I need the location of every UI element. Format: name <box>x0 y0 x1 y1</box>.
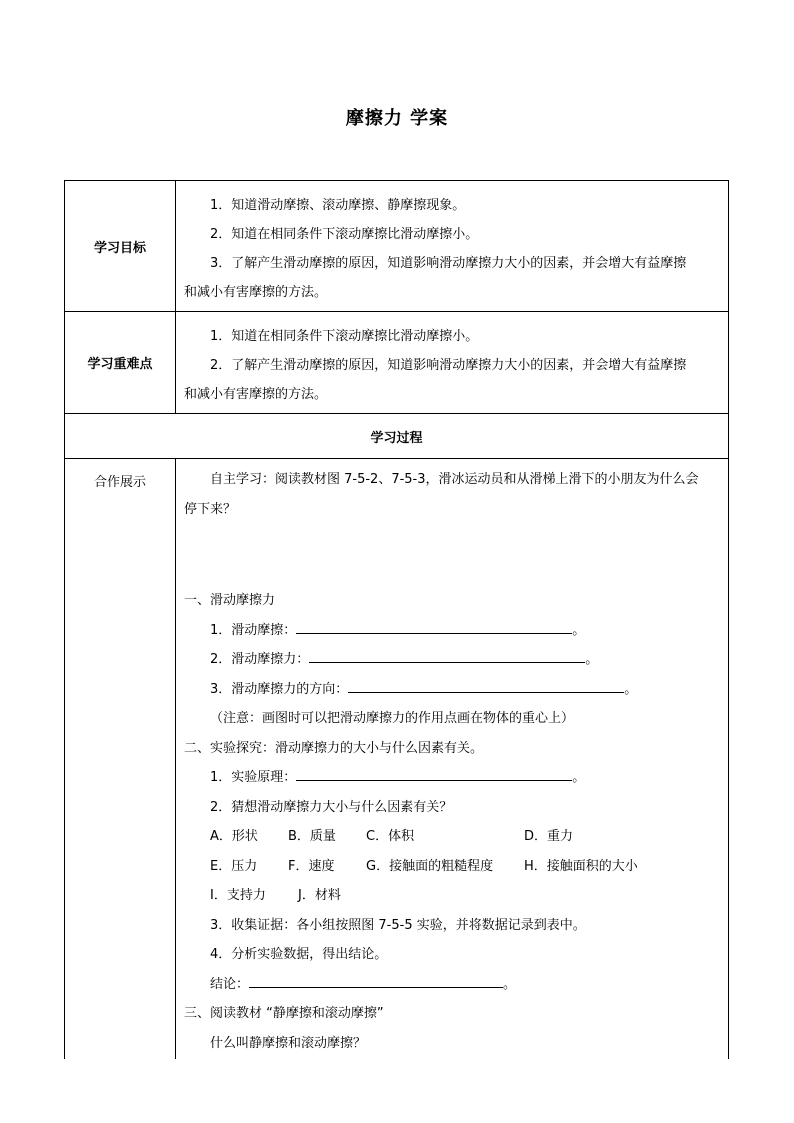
question-line: 什么叫静摩擦和滚动摩擦？ <box>210 1035 367 1051</box>
options-row <box>184 822 720 852</box>
question-line <box>184 763 720 793</box>
goal-item: 1．知道滑动摩擦、滚动摩擦、静摩擦现象。 <box>210 198 466 213</box>
option-item: I．支持力 <box>210 888 266 903</box>
period: 。 <box>572 622 586 638</box>
question-line <box>184 645 720 675</box>
options-row <box>184 852 720 882</box>
question-label: 1．滑动摩擦： <box>210 622 297 638</box>
fill-blank[interactable] <box>296 766 572 781</box>
question-label: 1．实验原理： <box>210 770 297 785</box>
key-point-item: 2．了解产生滑动摩擦的原因，知道影响滑动摩擦力大小的因素，并会增大有益摩擦 <box>210 358 687 373</box>
period: 。 <box>585 652 599 667</box>
goal-item: 3．了解产生滑动摩擦的原因，知道影响滑动摩擦力大小的因素，并会增大有益摩擦 <box>210 256 687 271</box>
option-item: C．体积 <box>366 829 415 844</box>
note-line: （注意：画图时可以把滑动摩擦力的作用点画在物体的重心上） <box>210 711 575 726</box>
coop-label: 合作展示 <box>65 459 176 1060</box>
intro-line: 自主学习：阅读教材图 7-5-2、7-5-3，滑冰运动员和从滑梯上滑下的小朋友为什么会 <box>210 472 699 487</box>
option-item: D．重力 <box>524 829 574 844</box>
question-label: 3．滑动摩擦力的方向： <box>210 681 349 697</box>
goal-item: 和减小有害摩擦的方法。 <box>184 285 328 300</box>
period: 。 <box>624 681 638 697</box>
period: 。 <box>572 770 586 785</box>
conclusion-line <box>184 970 720 1000</box>
fill-blank[interactable] <box>249 973 503 988</box>
question-line: 3．收集证据：各小组按照图 7-5-5 实验，并将数据记录到表中。 <box>210 917 586 933</box>
option-item: G．接触面的粗糙程度 <box>366 858 494 874</box>
section-title: 一、滑动摩擦力 <box>184 593 276 608</box>
study-plan-table <box>64 180 729 1059</box>
fill-blank[interactable] <box>348 678 624 693</box>
option-item: F．速度 <box>288 858 335 874</box>
option-item: J．材料 <box>298 888 341 903</box>
option-item: A．形状 <box>210 829 258 844</box>
options-row <box>184 881 720 911</box>
question-label: 2．滑动摩擦力： <box>210 652 310 667</box>
coop-row <box>65 459 729 1060</box>
question-line <box>184 675 720 705</box>
question-line: 4．分析实验数据，得出结论。 <box>210 947 388 962</box>
section-title: 二、实验探究：滑动摩擦力的大小与什么因素有关。 <box>184 740 484 756</box>
option-item: H．接触面积的大小 <box>524 858 638 874</box>
key-points-content <box>176 312 729 414</box>
coop-content <box>176 459 729 1060</box>
fill-blank[interactable] <box>309 648 585 663</box>
goals-row <box>65 181 729 312</box>
question-line <box>184 616 720 646</box>
period: 。 <box>503 976 517 992</box>
question-line: 2．猜想滑动摩擦力大小与什么因素有关？ <box>210 799 453 815</box>
section-title: 三、阅读教材 “静摩擦和滚动摩擦” <box>184 1006 384 1021</box>
goal-item: 2．知道在相同条件下滚动摩擦比滑动摩擦小。 <box>210 227 479 242</box>
process-header: 学习过程 <box>65 414 729 459</box>
option-item: B．质量 <box>288 829 336 844</box>
intro-line: 停下来？ <box>184 501 237 517</box>
key-point-item: 和减小有害摩擦的方法。 <box>184 387 328 402</box>
key-points-label: 学习重难点 <box>65 312 176 414</box>
page-title: 摩擦力 学案 <box>345 108 449 129</box>
key-points-row <box>65 312 729 414</box>
fill-blank[interactable] <box>296 619 572 634</box>
option-item: E．压力 <box>210 858 258 874</box>
key-point-item: 1．知道在相同条件下滚动摩擦比滑动摩擦小。 <box>210 329 479 344</box>
goals-content <box>176 181 729 312</box>
answer-space <box>184 524 720 586</box>
question-label: 结论： <box>210 976 250 992</box>
goals-label: 学习目标 <box>65 181 176 312</box>
process-header-row <box>65 414 729 459</box>
